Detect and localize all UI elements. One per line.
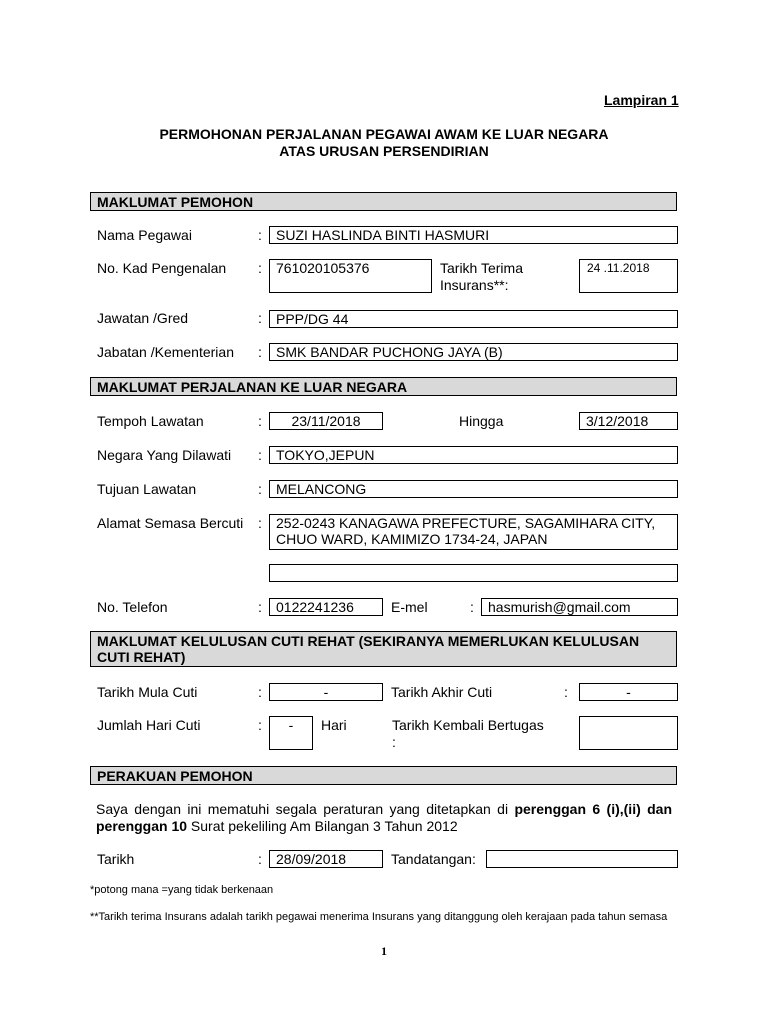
holiday-address-extra-field[interactable] — [269, 564, 678, 582]
colon: : — [258, 260, 262, 276]
section-heading-applicant: MAKLUMAT PEMOHON — [90, 192, 677, 211]
colon: : — [258, 344, 262, 360]
colon: : — [564, 684, 568, 700]
form-title-line2: ATAS URUSAN PERSENDIRIAN — [279, 143, 489, 159]
declaration-date-field[interactable]: 28/09/2018 — [269, 850, 383, 868]
footnote-1: *potong mana =yang tidak berkenaan — [90, 884, 274, 896]
return-date-field[interactable] — [579, 716, 678, 750]
ic-number-field[interactable]: 761020105376 — [269, 259, 432, 293]
colon: : — [258, 717, 262, 733]
declaration-text-part2: Surat pekeliling Am Bilangan 3 Tahun 2012 — [187, 818, 458, 834]
section-heading-leave — [90, 631, 677, 667]
position-grade-field[interactable]: PPP/DG 44 — [269, 310, 678, 328]
leave-days-label: Jumlah Hari Cuti — [97, 717, 201, 733]
declaration-text-bold: perenggan 6 (i),(ii) dan perenggan 10 — [96, 801, 672, 834]
purpose-label: Tujuan Lawatan — [97, 481, 197, 497]
holiday-address-label: Alamat Semasa Bercuti — [97, 515, 244, 531]
section-heading-leave-line1: MAKLUMAT KELULUSAN CUTI REHAT (SEKIRANYA MEMERLUKAN KELULUSAN — [97, 633, 640, 649]
colon: : — [258, 310, 262, 326]
insurance-date-label-line2: Insurans**: — [440, 277, 509, 293]
position-grade-label: Jawatan /Gred — [97, 310, 189, 326]
signature-field[interactable] — [486, 850, 678, 868]
return-date-label: Tarikh Kembali Bertugas — [392, 717, 544, 733]
name-label: Nama Pegawai — [97, 227, 192, 243]
declaration-text — [96, 801, 672, 835]
insurance-date-field[interactable]: 24 .11.2018 — [579, 259, 678, 293]
signature-label: Tandatangan: — [391, 851, 476, 867]
leave-start-field[interactable]: - — [269, 683, 383, 701]
name-field[interactable]: SUZI HASLINDA BINTI HASMURI — [269, 226, 678, 244]
holiday-address-line1: 252-0243 KANAGAWA PREFECTURE, SAGAMIHARA CITY, — [276, 515, 656, 531]
colon: : — [470, 599, 474, 615]
form-title-line1: PERMOHONAN PERJALANAN PEGAWAI AWAM KE LUAR NEGARA — [159, 126, 609, 142]
section-heading-travel: MAKLUMAT PERJALANAN KE LUAR NEGARA — [90, 377, 677, 396]
visit-period-label: Tempoh Lawatan — [97, 413, 204, 429]
email-label: E-mel — [391, 599, 428, 615]
email-field[interactable]: hasmurish@gmail.com — [481, 598, 678, 616]
leave-end-label: Tarikh Akhir Cuti — [391, 684, 493, 700]
declaration-text-part1: Saya dengan ini mematuhi segala peraturan yang ditetapkan di — [96, 801, 515, 817]
leave-start-label: Tarikh Mula Cuti — [97, 684, 198, 700]
footnote-2: **Tarikh terima Insurans adalah tarikh pegawai menerima Insurans yang ditanggung oleh kerajaan pada tahun semasa — [90, 911, 668, 923]
section-heading-declaration: PERAKUAN PEMOHON — [90, 766, 677, 785]
department-label: Jabatan /Kementerian — [97, 344, 234, 360]
holiday-address-line2: CHUO WARD, KAMIMIZO 1734-24, JAPAN — [276, 531, 548, 547]
colon: : — [258, 447, 262, 463]
ic-number-label: No. Kad Pengenalan — [97, 260, 227, 276]
phone-label: No. Telefon — [97, 599, 168, 615]
colon: : — [258, 599, 262, 615]
colon: : — [258, 481, 262, 497]
section-heading-leave-line2: CUTI REHAT) — [97, 649, 186, 665]
colon: : — [258, 684, 262, 700]
days-unit-label: Hari — [321, 717, 347, 733]
holiday-address-field[interactable] — [269, 514, 678, 550]
date-label: Tarikh — [97, 851, 135, 867]
colon: : — [258, 851, 262, 867]
visit-end-date-field[interactable]: 3/12/2018 — [579, 412, 678, 430]
leave-days-field[interactable]: - — [269, 716, 313, 750]
colon: : — [258, 515, 262, 531]
leave-end-field[interactable]: - — [579, 683, 678, 701]
colon: : — [258, 227, 262, 243]
attachment-label: Lampiran 1 — [604, 92, 679, 108]
phone-field[interactable]: 0122241236 — [269, 598, 383, 616]
purpose-field[interactable]: MELANCONG — [269, 480, 678, 498]
country-field[interactable]: TOKYO,JEPUN — [269, 446, 678, 464]
until-label: Hingga — [459, 413, 504, 429]
page-number: 1 — [381, 944, 387, 958]
department-field[interactable]: SMK BANDAR PUCHONG JAYA (B) — [269, 343, 678, 361]
colon: : — [392, 734, 396, 750]
country-label: Negara Yang Dilawati — [97, 447, 232, 463]
colon: : — [258, 413, 262, 429]
visit-start-date-field[interactable]: 23/11/2018 — [269, 412, 383, 430]
insurance-date-label-line1: Tarikh Terima — [440, 260, 523, 276]
